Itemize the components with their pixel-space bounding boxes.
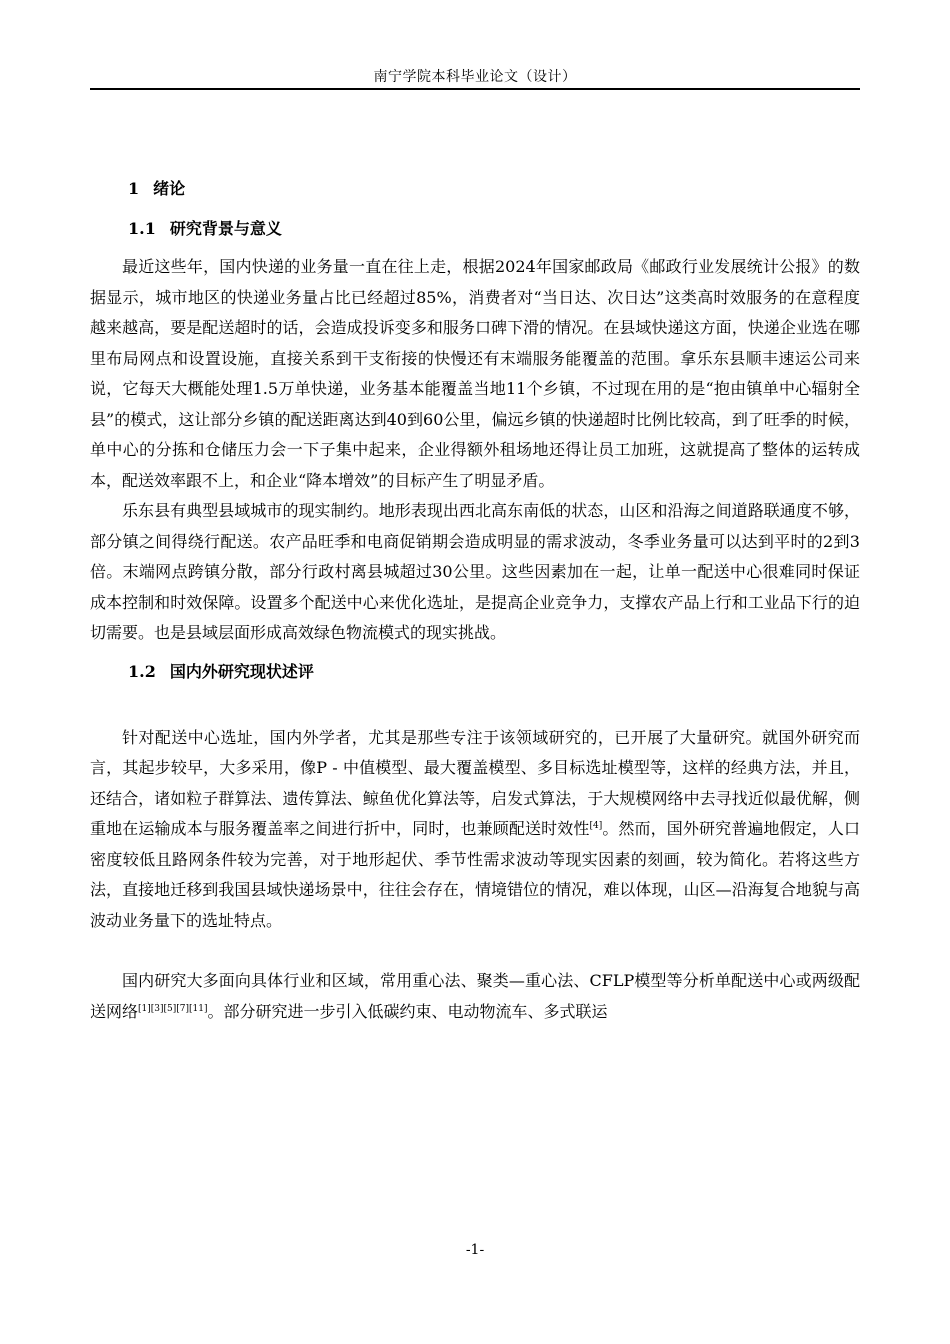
citation: [4] <box>589 821 603 831</box>
paragraph-text: 国内研究大多面向具体行业和区域，常用重心法、聚类—重心法、CFLP模型等分析单配送中心或两级配送网络 <box>90 971 860 1021</box>
section-heading-1-1 <box>90 214 860 244</box>
section-heading-1-2 <box>90 657 860 687</box>
paragraph-constraints: 乐东县有典型县域城市的现实制约。地形表现出西北高东南低的状态，山区和沿海之间道路联通度不够，部分镇之间得绕行配送。农产品旺季和电商促销期会造成明显的需求波动，冬季业务量可以达到平时的2到3倍。末端网点跨镇分散，部分行政村离县城超过30公里。这些因素加在一起，让单一配送中心很难同时保证成本控制和时效保障。设置多个配送中心来优化选址，是提高企业竞争力，支撑农产品上行和工业品下行的迫切需要。也是县域层面形成高效绿色物流模式的现实挑战。 <box>90 501 860 642</box>
running-header: 南宁学院本科毕业论文（设计） <box>373 69 577 85</box>
section-title: 国内外研究现状述评 <box>169 661 314 681</box>
page-number: -1- <box>465 1242 485 1258</box>
page-body <box>90 174 860 1027</box>
header-rule <box>90 88 860 90</box>
paragraph-text: 。部分研究进一步引入低碳约束、电动物流车、多式联运 <box>207 1001 608 1021</box>
section-number: 1 <box>128 179 140 198</box>
section-number: 1.1 <box>128 219 156 238</box>
paragraph-foreign-research <box>90 723 860 937</box>
section-title: 绪论 <box>153 179 186 198</box>
section-title: 研究背景与意义 <box>169 219 282 238</box>
paragraph-text: 针对配送中心选址，国内外学者，尤其是那些专注于该领域研究的，已开展了大量研究。就国外研究而言，其起步较早，大多采用，像P - 中值模型、最大覆盖模型、多目标选址模型等，这样的经典方法，并且，还结合，诸如粒子群算法、遗传算法、鲸鱼优化算法等，启发式算法，于大规模网络中去寻找近似最优解，侧重地在运输成本与服务覆盖率之间进行折中，同时，也兼顾配送时效性 <box>90 727 860 838</box>
paragraph-text: 。然而，国外研究普遍地假定，人口密度较低且路网条件较为完善，对于地形起伏、季节性需求波动等现实因素的刻画，较为简化。若将这些方法，直接地迁移到我国县域快递场景中，往往会存在，情境错位的情况，难以体现，山区—沿海复合地貌与高波动业务量下的选址特点。 <box>90 819 860 930</box>
section-heading-1 <box>90 174 860 204</box>
citation: [1][3][5][7][11] <box>138 1003 208 1014</box>
section-number: 1.2 <box>128 661 156 681</box>
paragraph-background: 最近这些年，国内快递的业务量一直在往上走，根据2024年国家邮政局《邮政行业发展统计公报》的数据显示，城市地区的快递业务量占比已经超过85%，消费者对“当日达、次日达”这类高时效服务的在意程度越来越高，要是配送超时的话，会造成投诉变多和服务口碑下滑的情况。在县域快递这方面，快递企业选在哪里布局网点和设置设施，直接关系到干支衔接的快慢还有末端服务能覆盖的范围。拿乐东县顺丰速运公司来说，它每天大概能处理1.5万单快递，业务基本能覆盖当地11个乡镇，不过现在用的是“抱由镇单中心辐射全县”的模式，这让部分乡镇的配送距离达到40到60公里，偏远乡镇的快递超时比例比较高，到了旺季的时候，单中心的分拣和仓储压力会一下子集中起来，企业得额外租场地还得让员工加班，这就提高了整体的运转成本，配送效率跟不上，和企业“降本增效”的目标产生了明显矛盾。 <box>90 257 860 490</box>
paragraph-domestic-research <box>90 966 860 1027</box>
